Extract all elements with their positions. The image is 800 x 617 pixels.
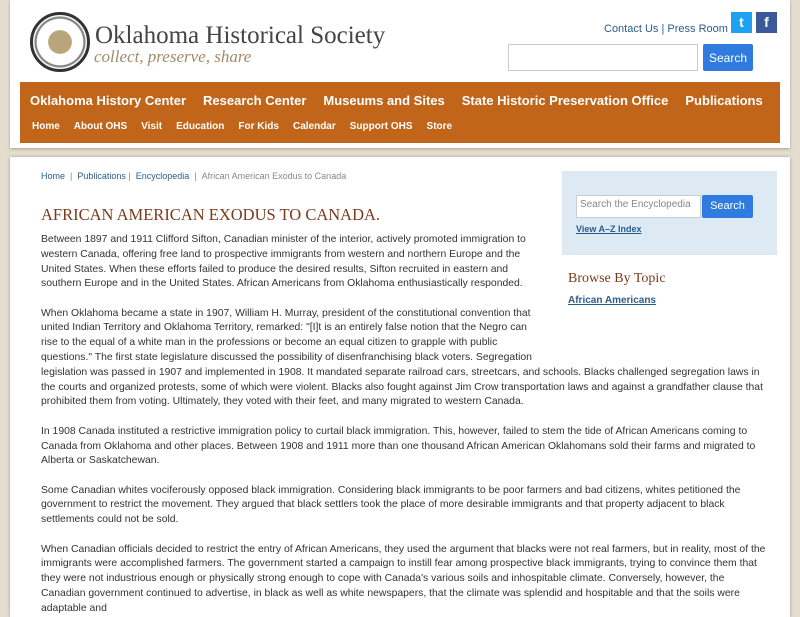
az-index-link[interactable]: View A–Z Index	[576, 224, 642, 234]
nav-home[interactable]: Home	[32, 121, 60, 132]
top-links	[604, 23, 728, 35]
nav-visit[interactable]: Visit	[141, 121, 163, 132]
site-search-button[interactable]: Search	[703, 44, 753, 71]
article-paragraph: Some Canadian whites vociferously opposed black immigration. Considering black immigrants to be poor farmers and bad citizens, whites petitioned the government to restrict the movement. They argued that black settlers took the place of more desirable immigrants and that property adjacent to black settlements could not be sold.	[41, 484, 741, 526]
nav-support[interactable]: Support OHS	[349, 121, 413, 132]
breadcrumb: Home | Publications | Encyclopedia | African American Exodus to Canada	[41, 171, 347, 181]
sidebar	[562, 171, 777, 361]
article-paragraph: Between 1897 and 1911 Clifford Sifton, Canadian minister of the interior, actively promoted immigration to western Canada, offering free land to prospective immigrants from western and northern Europe and the United States. When these efforts failed to produce the desired results, Sifton recruited in eastern and southern Europe and in the United States. African Americans from Oklahoma enthusiastically responded.	[41, 234, 526, 290]
article-paragraph: In 1908 Canada instituted a restrictive immigration policy to curtail black immigration. This, however, failed to stem the tide of African Americans coming to Canada from Oklahoma and other places. Between 1908 and 1911 more than one thousand African American Oklahomans sold their farms and migrated to Alberta or Saskatchewan.	[41, 425, 756, 467]
article-paragraph: When Oklahoma became a state in 1907, William H. Murray, president of the constitutional convention that united Indian Territory and Oklahoma Territory, remarked: "[I]t is an entirely false notion that the Negro can rise to the equal of a white man in the professions or become an equal citizen to grapple with public questions." The first state legislature discussed the possibility of disenfranchising black voters. Segregation legislation was passed in 1907 and implemented in 1908. It mandated separate railroad cars, streetcars, and schools. Blacks challenged segregation laws in the courts and organized protests, some of which were violent. Blacks also fought against Jim Crow transportation laws and against a grandfather clause that prohibited them from voting. Ultimately, they voted with their feet, and many migrated to western Canada.	[41, 307, 763, 408]
main-content	[10, 157, 790, 617]
nav-shpo[interactable]: State Historic Preservation Office	[461, 93, 669, 108]
breadcrumb-publications[interactable]: Publications	[77, 171, 126, 181]
nav-for-kids[interactable]: For Kids	[238, 121, 279, 132]
encyclopedia-search-box	[562, 171, 777, 255]
encyclopedia-search-button[interactable]: Search	[702, 195, 753, 218]
main-nav	[20, 82, 780, 143]
nav-research-center[interactable]: Research Center	[203, 93, 307, 108]
article-paragraph: When Canadian officials decided to restrict the entry of African Americans, they used the argument that blacks were not real farmers, but in reality, most of the immigrants were accomplished farmers. The government started a campaign to instill fear among prospective black immigrants, trying to convince them that they were not industrious enough or physically strong enough to cope with Canada's various soils and inhospitable climate. Conversely, however, the Canadian government continued to advertise, in black as well as white newspapers, that the climate was splendid and hospitable and that the soils were adaptable and	[41, 543, 766, 614]
ohs-seal-logo[interactable]	[30, 12, 90, 72]
facebook-icon[interactable]: f	[756, 12, 777, 33]
site-tagline: collect, preserve, share	[94, 47, 252, 66]
breadcrumb-home[interactable]: Home	[41, 171, 66, 181]
breadcrumb-encyclopedia[interactable]: Encyclopedia	[135, 171, 190, 181]
nav-publications[interactable]: Publications	[685, 93, 763, 108]
nav-calendar[interactable]: Calendar	[292, 121, 336, 132]
twitter-icon[interactable]: t	[731, 12, 752, 33]
nav-store[interactable]: Store	[426, 121, 453, 132]
article-title: AFRICAN AMERICAN EXODUS TO CANADA.	[41, 205, 381, 224]
nav-about[interactable]: About OHS	[73, 121, 128, 132]
nav-history-center[interactable]: Oklahoma History Center	[30, 93, 187, 108]
press-room-link[interactable]: Press Room	[667, 23, 728, 35]
nav-museums-sites[interactable]: Museums and Sites	[323, 93, 445, 108]
encyclopedia-search-input[interactable]: Search the Encyclopedia	[576, 195, 701, 218]
nav-education[interactable]: Education	[176, 121, 225, 132]
site-search-input[interactable]	[508, 44, 698, 71]
separator: |	[661, 23, 665, 35]
contact-us-link[interactable]: Contact Us	[604, 23, 659, 35]
browse-by-topic-heading: Browse By Topic	[568, 271, 666, 286]
breadcrumb-current: African American Exodus to Canada	[201, 171, 347, 181]
topic-african-americans-link[interactable]: African Americans	[568, 295, 656, 306]
site-header	[10, 0, 790, 148]
site-name[interactable]: Oklahoma Historical Society	[95, 22, 386, 49]
